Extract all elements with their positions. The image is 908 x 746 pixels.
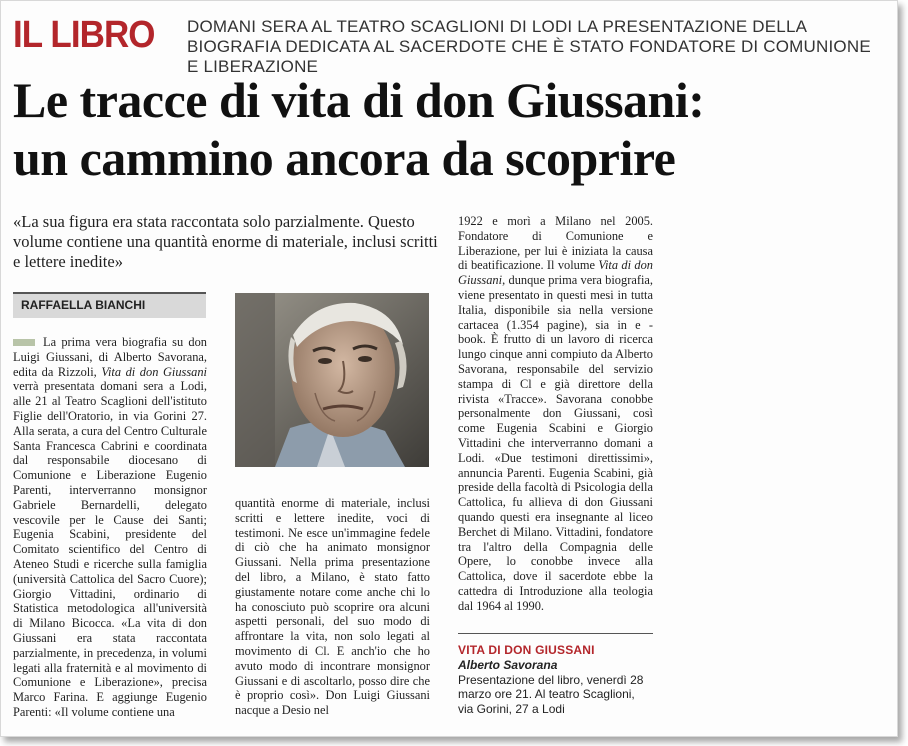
col3-book-title: Vita di don Giussani (458, 258, 653, 288)
headline (13, 71, 893, 187)
article-column-2: quantità enorme di materiale, inclusi scritti e lettere inedite, voci di testimoni. Ne esce un'immagine fedele di ciò che ha animato monsignor Giussani. Nella prima presentazione del libro, a Milano, è stato fatto giustamente notare come anche chi lo ha conosciuto può scoprire ora alcuni aspetti personali, del suo modo di affrontare la vita, non solo legati al movimento di Cl. E anch'io che ho avuto modo di incontrare monsignor Giussani e di ascoltarlo, posso dire che è proprio così». Don Luigi Giussani nacque a Desio nel (235, 496, 430, 718)
info-event-details: Presentazione del libro, venerdì 28 marzo ore 21. Al teatro Scaglioni, via Gorini, 27 a Lodi (458, 673, 644, 716)
book-info-box (458, 633, 653, 716)
byline-bar (13, 292, 206, 318)
portrait-image (235, 293, 429, 467)
portrait-photo (235, 293, 429, 467)
info-book-title: VITA DI DON GIUSSANI (458, 643, 595, 657)
byline: RAFFAELLA BIANCHI (21, 298, 146, 312)
col1-text: La prima vera biografia su don Luigi Giussani, di Alberto Savorana, edita da Rizzoli, (13, 335, 207, 379)
headline-line-1: Le tracce di vita di don Giussani: (13, 72, 705, 128)
info-author: Alberto Savorana (458, 658, 558, 672)
article-column-1 (13, 335, 207, 720)
col1-book-title: Vita di don Giussani (101, 364, 208, 379)
subheadline-quote: «La sua figura era stata raccontata solo parzialmente. Questo volume contiene una quantità enorme di materiale, inclusi scritti e lettere inedite» (13, 212, 438, 271)
col3-text-continued: , dunque prima vera biografia, viene presentato in questi mesi in tutta Italia, disponibile sia nella versione cartacea (1.354 pagine), sia in e - book. È frutto di un lavoro di ricerca lungo cinque anni compiuto da Alberto Savorana, responsabile del servizio stampa di Cl e già direttore della rivista «Tracce». Savorana conobbe personalmente don Giussani, così come Eugenia Scabini e Giorgio Vittadini che interverranno domani a Lodi. «Due testimoni direttissimi», annuncia Parenti. Eugenia Scabini, già preside della facoltà di Psicologia della Cattolica, fu allieva di don Giussani quando questi era insegnante al liceo Berchet di Milano. Vittadini, fondatore tra l'altro della Compagnia delle Opere, lo conobbe invece alla Cattolica, dove il sacerdote ebbe la cattedra di Introduzione alla teologia dal 1964 al 1990. (458, 273, 653, 613)
headline-line-2: un cammino ancora da scoprire (13, 130, 676, 186)
kicker-text: DOMANI SERA AL TEATRO SCAGLIONI DI LODI LA PRESENTAZIONE DELLA BIOGRAFIA DEDICATA AL SACERDOTE CHE È STATO FONDATORE DI COMUNIONE E LIBERAZIONE (187, 17, 871, 76)
section-kicker-label: IL LIBRO (13, 14, 155, 56)
col1-text-continued: verrà presentata domani sera a Lodi, alle 21 al Teatro Scaglioni dell'istituto Figlie dell'Oratorio, in via Gorini 27. Alla serata, a cura del Centro Culturale Santa Francesca Cabrini e coordinata dal responsabile diocesano di Comunione e Liberazione Eugenio Parenti, interverranno monsignor Gabriele Bernardelli, delegato vescovile per le Cause dei Santi; Eugenia Scabini, presidente del Comitato scientifico del Centro di Ateneo Studi e ricerche sulla famiglia (università Cattolica del Sacro Cuore); Giorgio Vittadini, ordinario di Statistica metodologica all'università di Milano Bicocca. «La vita di don Giussani era stata raccontata parzialmente, in precedenza, in volumi legati alla fraternità e al movimento di Comunione e Liberazione», precisa Marco Farina. E aggiunge Eugenio Parenti: «Il volume contiene una (13, 379, 207, 719)
col3-text: 1922 e morì a Milano nel 2005. Fondatore di Comunione e Liberazione, per lui è iniziata la causa di beatificazione. Il volume (458, 214, 653, 273)
article-column-3 (458, 214, 653, 614)
